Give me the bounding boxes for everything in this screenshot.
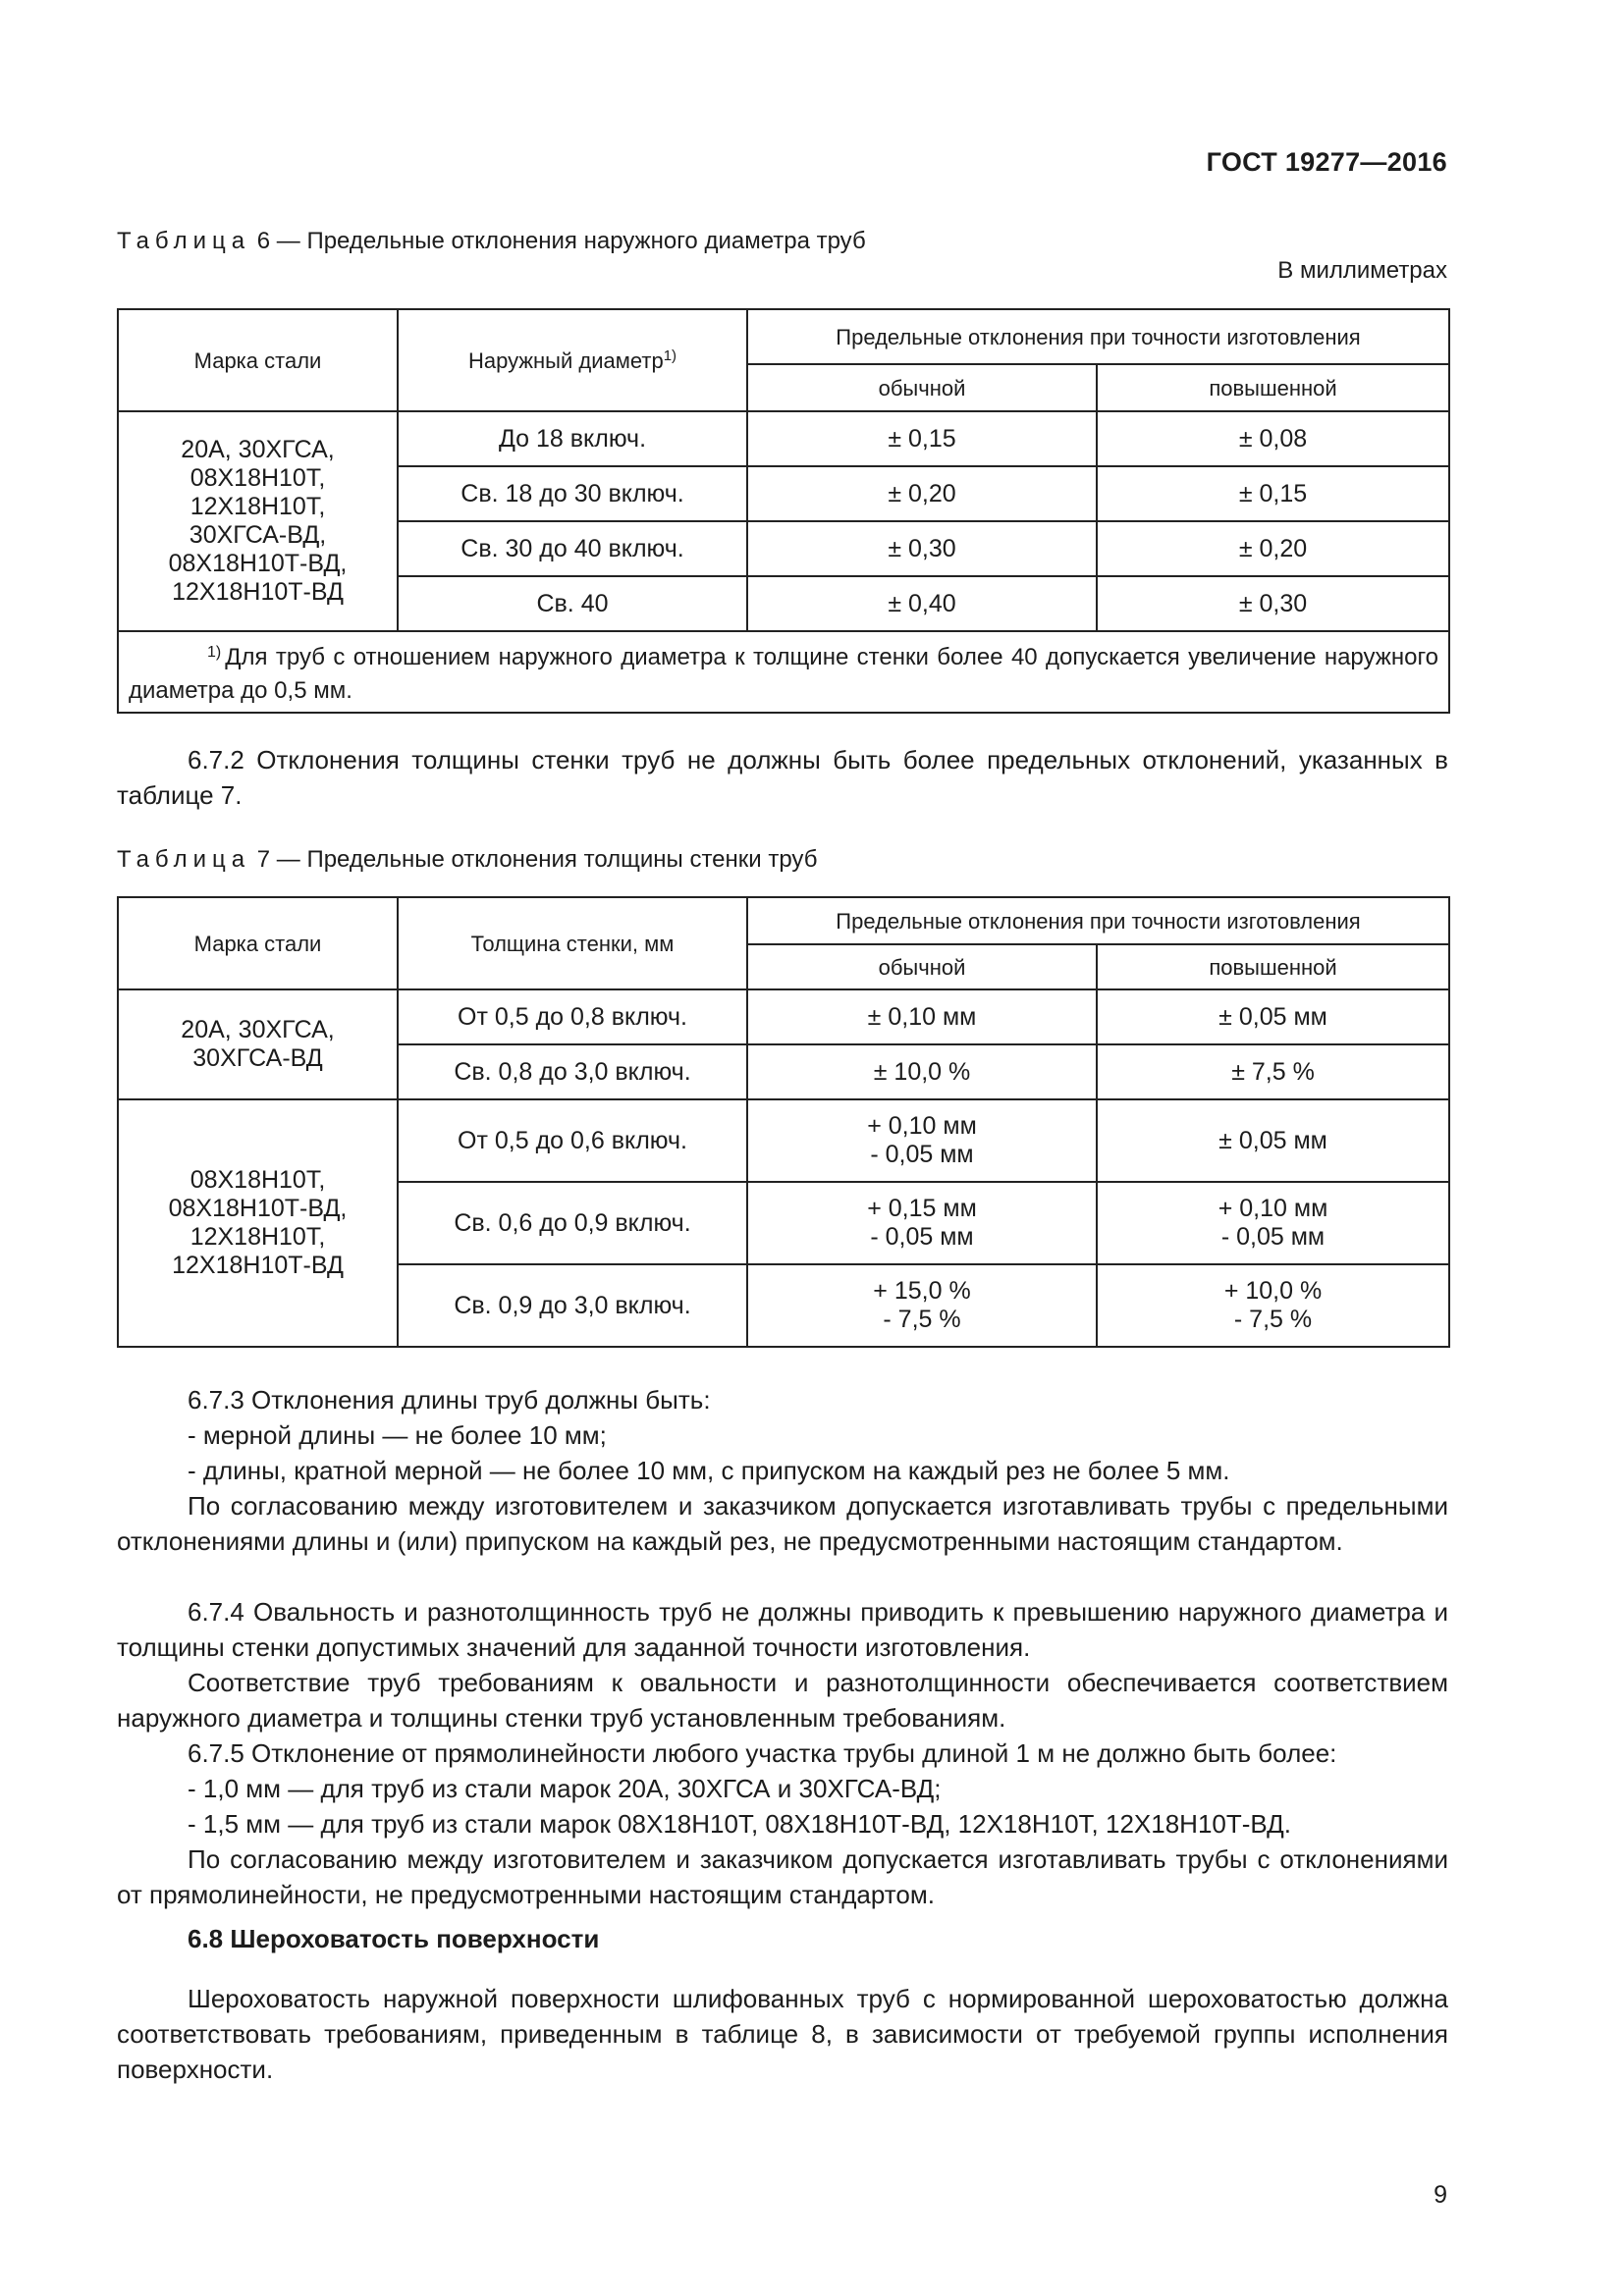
table7-row-normal: ± 10,0 % [747,1044,1097,1099]
value-upper: + 10,0 % [1223,1277,1323,1305]
para-6-7-4 [117,1594,1448,1665]
para-6-7-5-item2 [117,1806,1448,1842]
table6-footnote-mark: 1) [207,644,222,661]
table7-row-high [1097,1264,1449,1347]
table6-row-dim: Св. 40 [398,576,747,631]
table7-header-grade: Марка стали [118,897,398,989]
table6-caption [117,228,866,255]
value-upper: + 0,10 мм [867,1112,977,1140]
table7-row-thickness: Св. 0,6 до 0,9 включ. [398,1182,747,1264]
table7-row-thickness: Св. 0,8 до 3,0 включ. [398,1044,747,1099]
value-upper: + 0,10 мм [1218,1195,1328,1222]
para-6-8-text: Шероховатость наружной поверхности шлифованных труб с нормированной шероховатостью должна соответствовать требованиям, приведенным в таблице 8, в зависимости от требуемой группы исполнения поверхности. [117,1984,1448,2084]
table7-caption [117,846,817,874]
table7-caption-text: 7 — Предельные отклонения толщины стенки труб [250,846,818,873]
table6-row-normal: ± 0,30 [747,521,1097,576]
para-6-7-2-text: 6.7.2 Отклонения толщины стенки труб не должны быть более предельных отклонений, указанных в таблице 7. [117,745,1448,810]
table6-header-deviation: Предельные отклонения при точности изготовления [747,309,1449,364]
table6-row-dim: Св. 30 до 40 включ. [398,521,747,576]
value-upper: ± 0,05 мм [1218,1126,1327,1154]
para-6-7-3-note-text: По согласованию между изготовителем и заказчиком допускается изготавливать трубы с предельными отклонениями длины и (или) припуском на каждый рез, не предусмотренными настоящим стандартом. [117,1491,1448,1556]
table6-footnote [118,631,1449,713]
table7-row-thickness: Св. 0,9 до 3,0 включ. [398,1264,747,1347]
table6-row-dim: Св. 18 до 30 включ. [398,466,747,521]
table6-row-high: ± 0,08 [1097,411,1449,466]
table6-row-high: ± 0,30 [1097,576,1449,631]
table6-row-normal: ± 0,20 [747,466,1097,521]
table7-row-high [1097,1182,1449,1264]
table7-row-normal [747,1182,1097,1264]
table6-row-high: ± 0,20 [1097,521,1449,576]
para-6-7-3-note [117,1488,1448,1559]
table7-row-thickness: От 0,5 до 0,8 включ. [398,989,747,1044]
table6-caption-text: 6 — Предельные отклонения наружного диаметра труб [250,228,866,254]
table6-header-diameter-label: Наружный диаметр [467,347,664,373]
para-6-7-4-note-text: Соответствие труб требованиям к овальности и разнотолщинности обеспечивается соответствием наружного диаметра и толщины стенки труб установленным требованиям. [117,1668,1448,1733]
table7-row-high: ± 7,5 % [1097,1044,1449,1099]
table7-row-high: ± 0,05 мм [1097,989,1449,1044]
para-6-7-3-item1 [117,1417,1448,1453]
table7-row-normal [747,1264,1097,1347]
table6-header-grade: Марка стали [118,309,398,411]
table7-group2-grades: 08Х18Н10Т, 08Х18Н10Т-ВД, 12Х18Н10Т, 12Х18Н10Т-ВД [118,1099,398,1347]
table7-header-deviation: Предельные отклонения при точности изготовления [747,897,1449,944]
table7-group1-grades: 20А, 30ХГСА, 30ХГСА-ВД [118,989,398,1099]
table6-row-normal: ± 0,15 [747,411,1097,466]
value-lower: - 0,05 мм [870,1141,974,1168]
table6-units: В миллиметрах [1277,257,1447,284]
table6-header-diameter [398,309,747,411]
para-6-7-4-text: 6.7.4 Овальность и разнотолщинность труб не должны приводить к превышению наружного диаметра и толщины стенки допустимых значений для заданной точности изготовления. [117,1597,1448,1662]
para-6-7-5-item1-text: - 1,0 мм — для труб из стали марок 20А, 30ХГСА и 30ХГСА-ВД; [188,1774,942,1803]
para-6-7-5-title-text: 6.7.5 Отклонение от прямолинейности любого участка трубы длиной 1 м не должно быть более: [188,1738,1337,1768]
para-6-7-3-title [117,1382,1448,1417]
value-lower: - 0,05 мм [1220,1223,1326,1251]
table6-row-dim: До 18 включ. [398,411,747,466]
para-6-7-5-title [117,1735,1448,1771]
para-6-7-5-item2-text: - 1,5 мм — для труб из стали марок 08Х18Н10Т, 08Х18Н10Т-ВД, 12Х18Н10Т, 12Х18Н10Т-ВД. [188,1809,1292,1839]
para-6-7-3-item2 [117,1453,1448,1488]
table7-caption-prefix: Таблица [117,846,251,873]
para-6-7-4-note [117,1665,1448,1735]
para-6-7-5-note-text: По согласованию между изготовителем и заказчиком допускается изготавливать трубы с отклонениями от прямолинейности, не предусмотренными настоящим стандартом. [117,1844,1448,1909]
para-6-7-5-item1 [117,1771,1448,1806]
table7-row-thickness: От 0,5 до 0,6 включ. [398,1099,747,1182]
value-lower: - 7,5 % [1233,1306,1313,1333]
table6-footnote-text: Для труб с отношением наружного диаметра к толщине стенки более 40 допускается увеличение наружного диаметра до 0,5 мм. [129,644,1439,704]
para-6-7-2 [117,742,1448,813]
table7 [117,896,1450,1348]
para-6-8 [117,1981,1448,2087]
para-6-7-3-item2-text: - длины, кратной мерной — не более 10 мм, с припуском на каждый рез не более 5 мм. [188,1456,1230,1485]
value-upper: + 0,15 мм [867,1195,977,1222]
para-6-7-5-note [117,1842,1448,1912]
table6-header-diameter-note: 1) [663,347,677,364]
table6-row-normal: ± 0,40 [747,576,1097,631]
value-lower: - 0,05 мм [870,1223,974,1251]
page-number: 9 [1434,2181,1447,2209]
value-upper: + 15,0 % [873,1277,971,1305]
table7-header-thickness: Толщина стенки, мм [398,897,747,989]
table6 [117,308,1450,714]
value-lower: - 7,5 % [883,1306,961,1333]
table6-row-high: ± 0,15 [1097,466,1449,521]
table7-header-high: повышенной [1097,944,1449,989]
table6-header-normal: обычной [747,364,1097,411]
table7-row-normal [747,1099,1097,1182]
section-heading-6-8: 6.8 Шероховатость поверхности [188,1924,600,1953]
para-6-7-3-title-text: 6.7.3 Отклонения длины труб должны быть: [188,1385,711,1415]
para-6-7-3-item1-text: - мерной длины — не более 10 мм; [188,1420,607,1450]
table6-caption-prefix: Таблица [117,228,251,254]
table6-header-high: повышенной [1097,364,1449,411]
standard-number: ГОСТ 19277—2016 [1206,147,1447,177]
table7-row-normal: ± 0,10 мм [747,989,1097,1044]
table6-grades: 20А, 30ХГСА, 08Х18Н10Т, 12Х18Н10Т, 30ХГСА-ВД, 08Х18Н10Т-ВД, 12Х18Н10Т-ВД [118,411,398,631]
table7-row-high [1097,1099,1449,1182]
table7-header-normal: обычной [747,944,1097,989]
